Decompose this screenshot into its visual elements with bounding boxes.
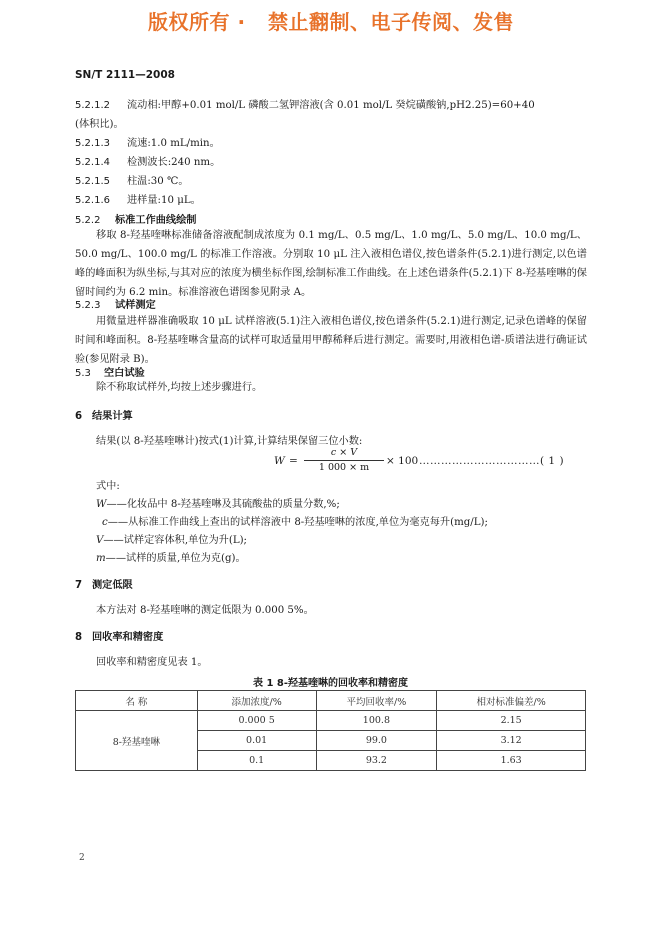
definition-text: ——试样的质量,单位为克(g)。 (105, 553, 246, 564)
item-text: 检测波长:240 nm。 (127, 157, 221, 168)
table-cell: 99.0 (316, 731, 437, 751)
definition-symbol: c (102, 517, 108, 528)
heading-5-2-3 (75, 296, 156, 311)
formula-tag: ( 1 ) (540, 455, 565, 467)
copyright-banner: 版权所有 · 禁止翻制、电子传阅、发售 (148, 10, 514, 34)
item-number: 5.2.1.2 (75, 100, 110, 111)
definition-text: ——化妆品中 8-羟基喹啉及其硫酸盐的质量分数,%; (106, 499, 340, 510)
formula-denominator: 1 000 × m (318, 462, 370, 473)
section-title: 标准工作曲线绘制 (115, 215, 197, 226)
item-text: 流动相:甲醇+0.01 mol/L 磷酸二氢钾溶液(含 0.01 mol/L 癸烷磺酸钠,pH2.25)=60+40 (127, 100, 535, 111)
where-label: 式中: (96, 481, 120, 492)
paragraph-8: 回收率和精密度见表 1。 (96, 657, 208, 668)
table-cell: 100.8 (316, 711, 437, 731)
table-cell: 0.1 (197, 751, 316, 771)
item-5-2-1-6 (75, 193, 201, 208)
item-text: 柱温:30 ℃。 (127, 176, 189, 187)
heading-5-2-2 (75, 211, 197, 226)
definition-symbol: m (96, 553, 106, 564)
heading-5-3 (75, 364, 145, 379)
definition-symbol: V (96, 535, 104, 546)
fraction-bar (304, 460, 384, 461)
formula-lhs: W (274, 455, 285, 467)
table-cell: 3.12 (437, 731, 586, 751)
page-number: 2 (79, 853, 85, 863)
item-text: 进样量:10 μL。 (127, 195, 201, 206)
item-5-2-1-4 (75, 155, 220, 170)
section-title: 结果计算 (92, 411, 133, 422)
definition-text: ——试样定容体积,单位为升(L); (103, 535, 247, 546)
heading-7 (75, 576, 133, 591)
section-title: 空白试验 (104, 368, 145, 379)
item-continuation: (体积比)。 (75, 119, 124, 130)
definition-symbol: W (96, 499, 107, 510)
table-cell: 0.000 5 (197, 711, 316, 731)
definition-item (96, 514, 488, 532)
section-number: 5.2.2 (75, 215, 101, 226)
variable-definitions (96, 478, 488, 568)
section-number: 7 (75, 580, 83, 591)
header-cell: 相对标准偏差/% (437, 691, 586, 711)
definition-text: ——从标准工作曲线上查出的试样溶液中 8-羟基喹啉的浓度,单位为毫克每升(mg/L); (107, 517, 488, 528)
formula-multiplier: × 100 (386, 455, 419, 467)
paragraph-7: 本方法对 8-羟基喹啉的测定低限为 0.000 5%。 (96, 605, 314, 616)
formula-fraction (304, 447, 384, 473)
table-cell: 2.15 (437, 711, 586, 731)
section-number: 6 (75, 411, 83, 422)
table-header-row (76, 691, 586, 711)
item-number: 5.2.1.3 (75, 138, 110, 149)
table-caption: 表 1 8-羟基喹啉的回收率和精密度 (252, 678, 409, 689)
heading-6 (75, 407, 133, 422)
item-5-2-1-3 (75, 136, 220, 151)
formula-equals: = (289, 455, 298, 467)
item-number: 5.2.1.4 (75, 157, 110, 168)
item-5-2-1-2 (75, 98, 535, 113)
formula-numerator: c × V (330, 447, 358, 458)
formula-dots: …………………………… (419, 455, 540, 467)
section-title: 回收率和精密度 (92, 632, 164, 643)
standard-number: SN/T 2111—2008 (75, 69, 175, 81)
formula-leader (419, 455, 564, 467)
item-number: 5.2.1.5 (75, 176, 110, 187)
paragraph-5-3: 除不称取试样外,均按上述步骤进行。 (96, 382, 263, 393)
compound-name-cell: 8-羟基喹啉 (76, 711, 198, 771)
header-cell: 平均回收率/% (316, 691, 437, 711)
table-row (76, 711, 586, 731)
section-title: 测定低限 (92, 580, 133, 591)
section-title: 试样测定 (115, 300, 156, 311)
section-number: 5.2.3 (75, 300, 101, 311)
section-number: 8 (75, 632, 83, 643)
paragraph-6-intro: 结果(以 8-羟基喹啉计)按式(1)计算,计算结果保留三位小数: (96, 436, 363, 447)
definition-item (96, 496, 488, 514)
definition-item (96, 550, 488, 568)
table-cell: 0.01 (197, 731, 316, 751)
definition-item (96, 532, 488, 550)
paragraph-5-2-3: 用微量进样器准确吸取 10 μL 试样溶液(5.1)注入液相色谱仪,按色谱条件(5.2.1)进行测定,记录色谱峰的保留时间和峰面积。8-羟基喹啉含量高的试样可取适量用甲醇稀释后进行测定。需要时,用液相色谱-质谱法进行确证试验(参见附录 B)。 (75, 316, 587, 365)
header-cell: 名 称 (76, 691, 198, 711)
item-5-2-1-5 (75, 174, 189, 189)
item-text: 流速:1.0 mL/min。 (127, 138, 220, 149)
recovery-precision-table (75, 690, 586, 771)
table-cell: 1.63 (437, 751, 586, 771)
heading-8 (75, 628, 163, 643)
table-cell: 93.2 (316, 751, 437, 771)
item-number: 5.2.1.6 (75, 195, 110, 206)
paragraph-5-2-2: 移取 8-羟基喹啉标准储备溶液配制成浓度为 0.1 mg/L、0.5 mg/L、1.0 mg/L、5.0 mg/L、10.0 mg/L、50.0 mg/L、100.0 mg/L 的标准工作溶液。分别取 10 μL 注入液相色谱仪,按色谱条件(5.2.1)进行测定,以色谱峰的峰面积为纵坐标,与其对应的浓度为横坐标作图,绘制标准工作曲线。在上述色谱条件(5.2.1)下 8-羟基喹啉的保留时间约为 6.2 min。标准溶液色谱图参见附录 A。 (75, 230, 587, 298)
formula-1 (274, 447, 604, 477)
section-number: 5.3 (75, 368, 91, 379)
header-cell: 添加浓度/% (197, 691, 316, 711)
